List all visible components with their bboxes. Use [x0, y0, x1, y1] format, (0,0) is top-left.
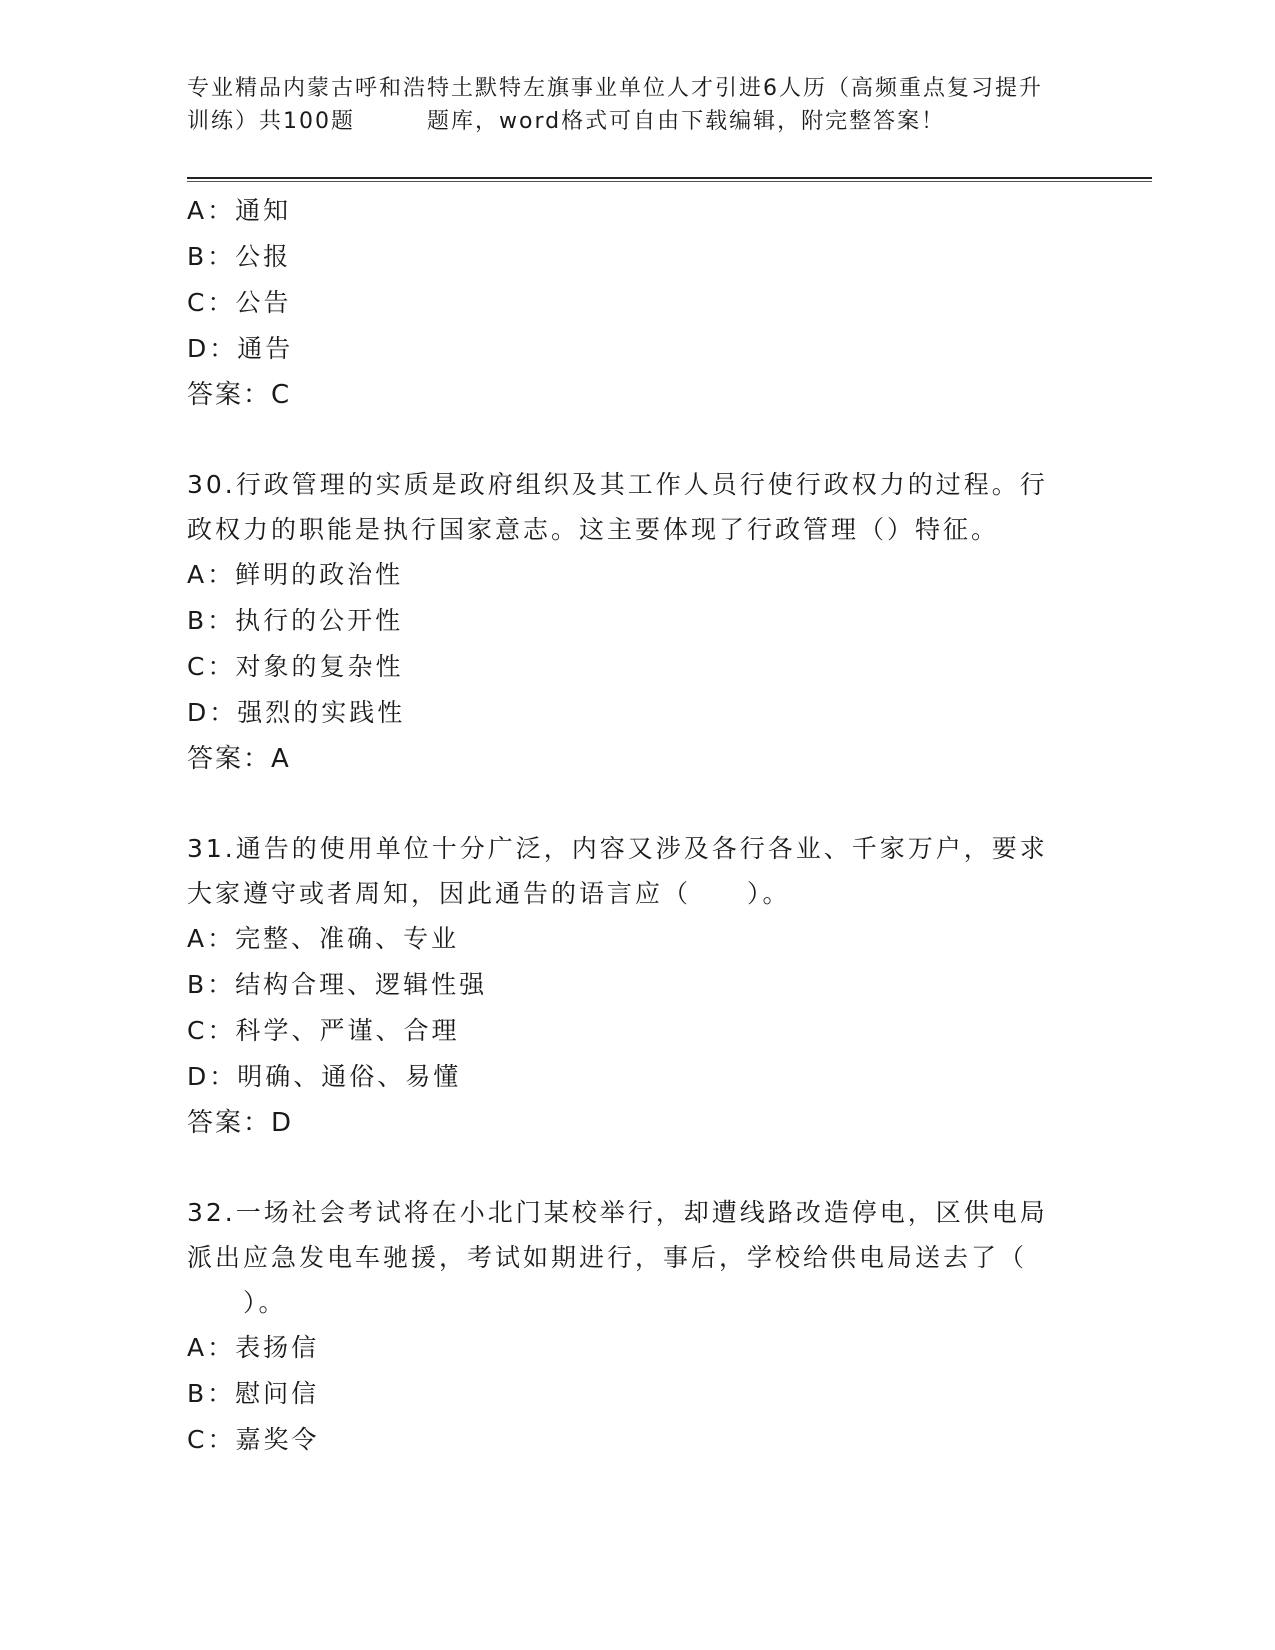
question-stem — [187, 462, 1087, 552]
option-text: 通告 — [237, 334, 294, 363]
option-letter: D： — [187, 698, 238, 727]
question-list — [187, 188, 1087, 1463]
option-letter: A： — [187, 1333, 236, 1362]
header-title-line-2 — [187, 105, 1087, 138]
header-title-part-a: 训练）共100题 — [187, 109, 355, 134]
option-text: 强烈的实践性 — [237, 698, 406, 727]
option-text: 科学、严谨、合理 — [235, 1016, 460, 1045]
option-a — [187, 552, 1087, 598]
option-text: 嘉奖令 — [235, 1425, 320, 1454]
option-a — [187, 188, 1087, 234]
option-letter: C： — [187, 652, 236, 681]
question-stem — [187, 826, 1087, 916]
option-letter: D： — [187, 1062, 238, 1091]
option-d — [187, 690, 1087, 736]
option-c — [187, 644, 1087, 690]
header-divider-thin — [187, 181, 1152, 182]
option-letter: A： — [187, 560, 236, 589]
option-b — [187, 234, 1087, 280]
option-text: 鲜明的政治性 — [235, 560, 404, 589]
option-letter: C： — [187, 1016, 236, 1045]
option-b — [187, 598, 1087, 644]
option-letter: C： — [187, 1425, 236, 1454]
option-text: 公报 — [235, 242, 292, 271]
stem-line: 30.行政管理的实质是政府组织及其工作人员行使行政权力的过程。行 — [187, 470, 1048, 499]
option-a — [187, 916, 1087, 962]
question-31 — [187, 826, 1087, 1146]
option-text: 通知 — [235, 196, 292, 225]
answer-line: 答案：D — [187, 1108, 294, 1138]
option-d — [187, 1054, 1087, 1100]
option-b — [187, 1371, 1087, 1417]
stem-line: 派出应急发电车驰援，考试如期进行，事后，学校给供电局送去了（ — [187, 1243, 1028, 1272]
header-divider-thick — [187, 177, 1152, 179]
option-c — [187, 1417, 1087, 1463]
header-title-line-1: 专业精品内蒙古呼和浩特土默特左旗事业单位人才引进6人历（高频重点复习提升 — [187, 76, 1043, 101]
header-title-part-b: 题库，word格式可自由下载编辑，附完整答案！ — [427, 109, 946, 134]
answer-line: 答案：A — [187, 744, 291, 774]
option-c — [187, 1008, 1087, 1054]
option-text: 对象的复杂性 — [235, 652, 404, 681]
stem-line: 大家遵守或者周知，因此通告的语言应（ ）。 — [187, 879, 791, 908]
option-text: 结构合理、逻辑性强 — [235, 970, 488, 999]
question-stem — [187, 1190, 1087, 1325]
answer-line: 答案：C — [187, 380, 292, 410]
option-letter: C： — [187, 288, 236, 317]
option-text: 慰问信 — [235, 1379, 320, 1408]
option-c — [187, 280, 1087, 326]
option-letter: B： — [187, 1379, 236, 1408]
option-text: 执行的公开性 — [235, 606, 404, 635]
option-letter: A： — [187, 196, 236, 225]
question-30 — [187, 462, 1087, 782]
option-letter: B： — [187, 242, 236, 271]
option-text: 完整、准确、专业 — [235, 924, 460, 953]
question-29-continued — [187, 188, 1087, 418]
option-b — [187, 962, 1087, 1008]
option-letter: A： — [187, 924, 236, 953]
option-d — [187, 326, 1087, 372]
stem-line: 31.通告的使用单位十分广泛，内容又涉及各行各业、千家万户，要求 — [187, 834, 1048, 863]
stem-line: 政权力的职能是执行国家意志。这主要体现了行政管理（）特征。 — [187, 515, 1000, 544]
option-text: 公告 — [235, 288, 292, 317]
stem-line: 32.一场社会考试将在小北门某校举行，却遭线路改造停电，区供电局 — [187, 1198, 1048, 1227]
document-header — [187, 72, 1087, 138]
option-letter: B： — [187, 606, 236, 635]
stem-line: ）。 — [243, 1288, 287, 1317]
option-a — [187, 1325, 1087, 1371]
option-text: 明确、通俗、易懂 — [237, 1062, 462, 1091]
option-text: 表扬信 — [235, 1333, 320, 1362]
option-letter: B： — [187, 970, 236, 999]
option-letter: D： — [187, 334, 238, 363]
question-32 — [187, 1190, 1087, 1463]
